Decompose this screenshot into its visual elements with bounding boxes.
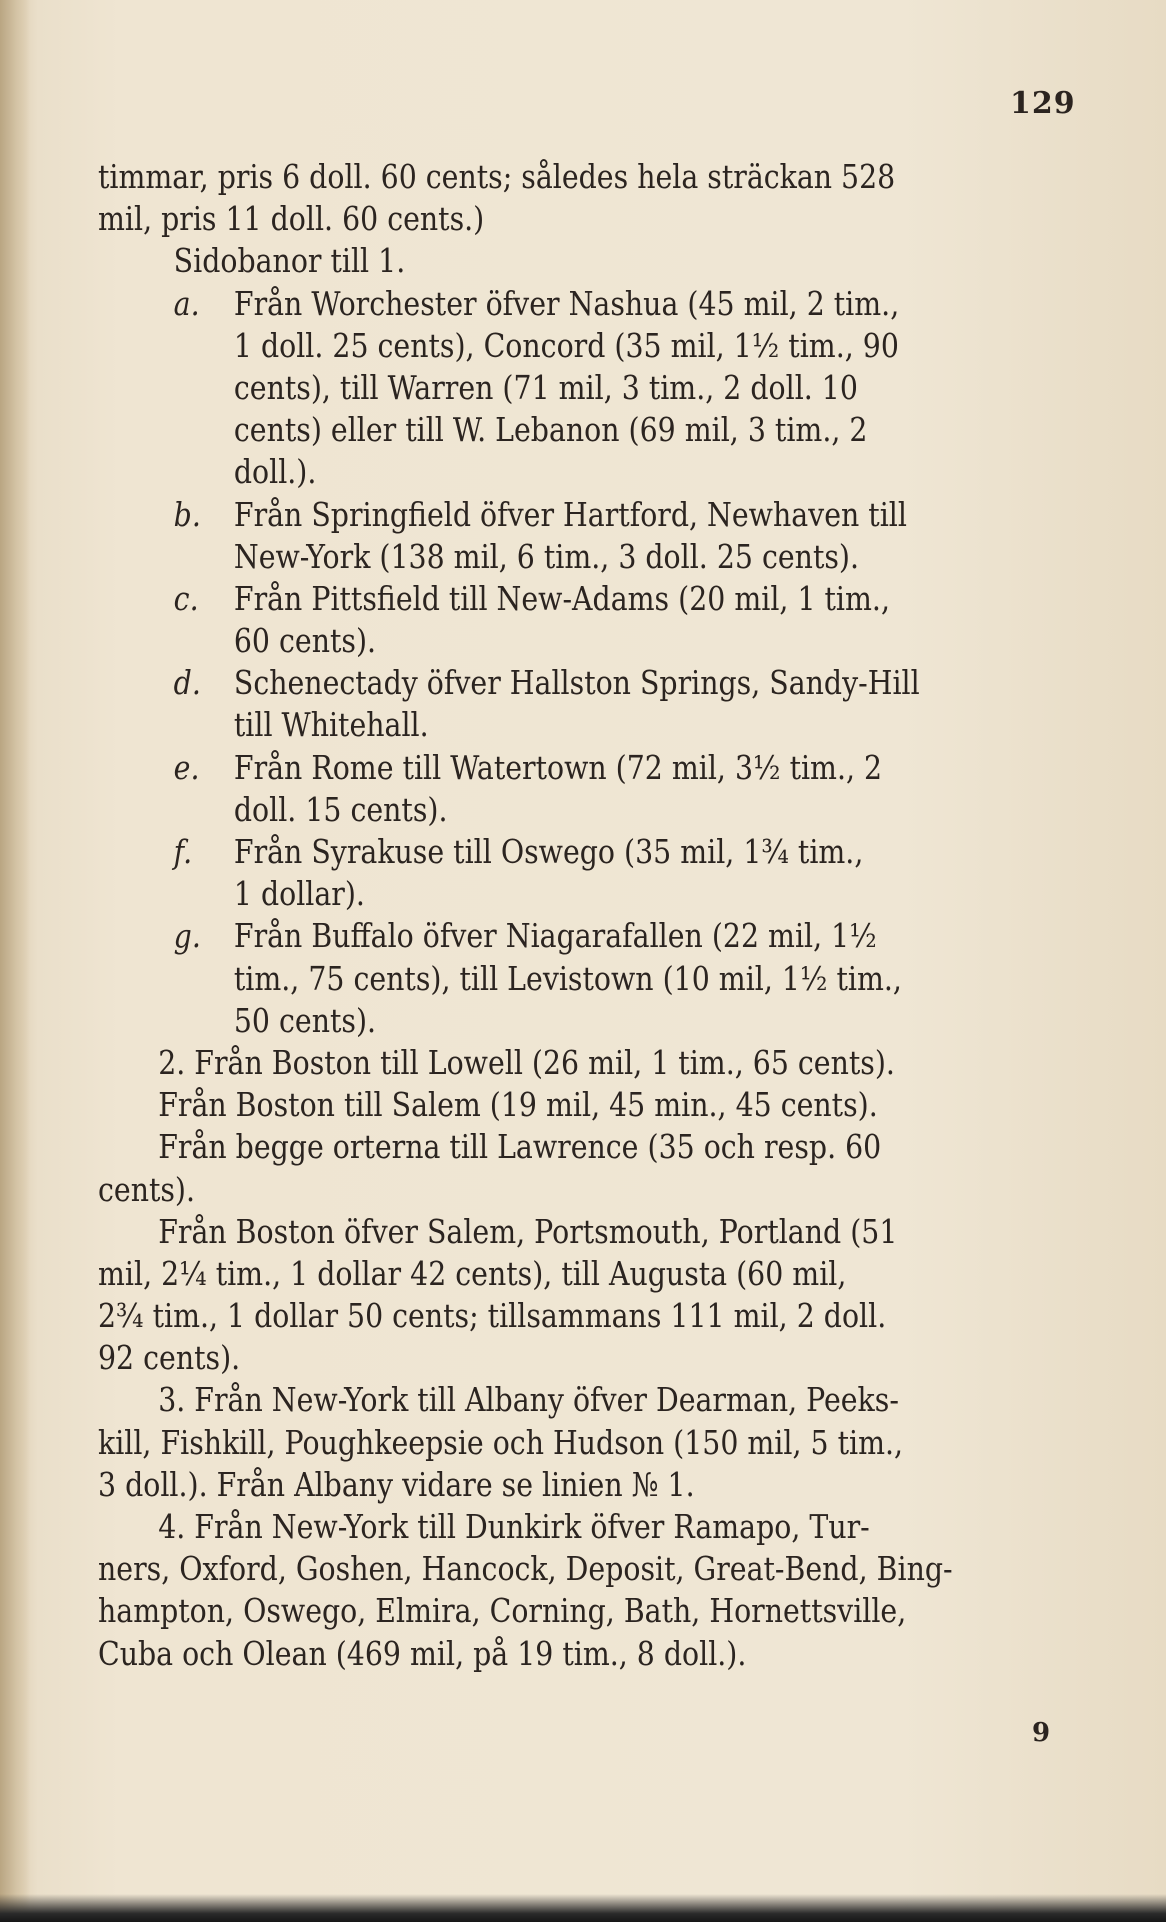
page-gutter — [0, 0, 30, 1922]
text-line: Sidobanor till 1. — [173, 241, 406, 281]
text-line: doll. 15 cents). — [233, 789, 448, 829]
item-letter: f. — [173, 832, 193, 871]
text-line: New-York (138 mil, 6 tim., 3 doll. 25 cents). — [233, 536, 860, 576]
item-letter: c. — [173, 578, 199, 618]
text-line: cents). — [98, 1169, 196, 1209]
text-line: mil, pris 11 doll. 60 cents.) — [98, 199, 485, 239]
text-line: 1 dollar). — [233, 874, 365, 914]
text-line — [98, 915, 1113, 957]
line-text: Från Buffalo öfver Niagarafallen (22 mil, 1½ — [233, 916, 877, 956]
text-line: 92 cents). — [98, 1338, 241, 1378]
text-line: timmar, pris 6 doll. 60 cents; således hela sträckan 528 — [98, 157, 896, 196]
line-text: Från Syrakuse till Oswego (35 mil, 1¾ tim., — [233, 832, 864, 871]
text-line: kill, Fishkill, Poughkeepsie och Hudson (150 mil, 5 tim., — [98, 1422, 904, 1462]
line-text: Från Springfield öfver Hartford, Newhaven till — [233, 494, 907, 534]
page-number: 129 — [1010, 86, 1076, 121]
text-line: 3 doll.). Från Albany vidare se linien № 1. — [98, 1464, 695, 1504]
text-line: 1 doll. 25 cents), Concord (35 mil, 1½ tim., 90 — [233, 325, 899, 365]
text-line: hampton, Oswego, Elmira, Corning, Bath, Hornettsville, — [98, 1591, 907, 1631]
text-line: till Whitehall. — [233, 705, 429, 745]
line-text: Från Pittsfield till New-Adams (20 mil, 1 tim., — [233, 578, 890, 618]
line-text: Schenectady öfver Hallston Springs, Sandy-Hill — [233, 663, 920, 703]
text-line: Från Boston till Salem (19 mil, 45 min., 45 cents). — [158, 1085, 878, 1125]
text-line: 2. Från Boston till Lowell (26 mil, 1 tim., 65 cents). — [158, 1042, 895, 1082]
item-letter: d. — [173, 663, 201, 703]
text-line: 2¾ tim., 1 dollar 50 cents; tillsammans 111 mil, 2 doll. — [98, 1296, 887, 1336]
text-line: 3. Från New-York till Albany öfver Dearman, Peeks- — [158, 1380, 899, 1420]
text-line: doll.). — [233, 452, 317, 492]
item-letter: b. — [173, 494, 201, 534]
item-letter: g. — [173, 916, 201, 956]
text-line — [98, 831, 1113, 873]
text-line — [98, 283, 1113, 325]
text-line: cents) eller till W. Lebanon (69 mil, 3 tim., 2 — [233, 410, 868, 450]
text-line: tim., 75 cents), till Levistown (10 mil, 1½ tim., — [233, 958, 902, 998]
line-text: Från Worchester öfver Nashua (45 mil, 2 tim., — [233, 283, 900, 323]
text-line: cents), till Warren (71 mil, 3 tim., 2 doll. 10 — [233, 367, 858, 407]
text-line — [98, 494, 1113, 536]
page-bottom-edge — [0, 1894, 1166, 1922]
text-line: mil, 2¼ tim., 1 dollar 42 cents), till Augusta (60 mil, — [98, 1253, 847, 1293]
line-text: Från Rome till Watertown (72 mil, 3½ tim., 2 — [233, 747, 883, 787]
text-line: 4. Från New-York till Dunkirk öfver Ramapo, Tur- — [158, 1507, 870, 1546]
text-line: Från Boston öfver Salem, Portsmouth, Portland (51 — [158, 1211, 898, 1251]
item-letter: e. — [173, 747, 200, 787]
text-line: Cuba och Olean (469 mil, på 19 tim., 8 doll.). — [98, 1633, 747, 1673]
text-line: 50 cents). — [233, 1000, 377, 1040]
text-line: 60 cents). — [233, 621, 377, 661]
text-line: Från begge orterna till Lawrence (35 och resp. 60 — [158, 1127, 882, 1167]
page-text — [98, 156, 1113, 1675]
item-letter: a. — [173, 283, 200, 323]
signature-mark: 9 — [1032, 1718, 1051, 1748]
text-line: ners, Oxford, Goshen, Hancock, Deposit, Great-Bend, Bing- — [98, 1549, 953, 1589]
text-line — [98, 578, 1113, 620]
text-line — [98, 662, 1113, 704]
text-line — [98, 747, 1113, 789]
